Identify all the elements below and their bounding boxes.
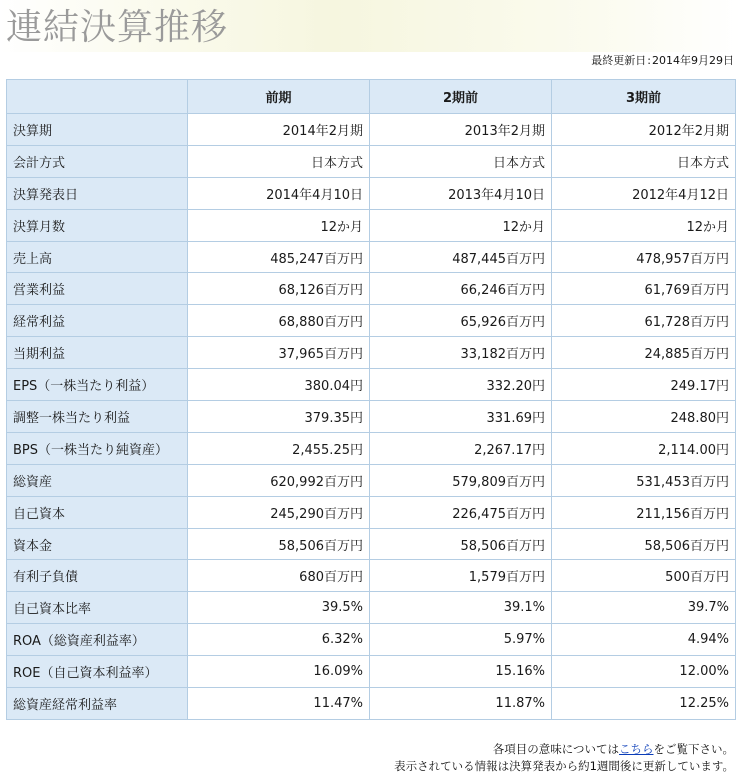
table-row	[7, 656, 736, 688]
table-row	[7, 177, 736, 209]
table-cell: 33,182百万円	[370, 337, 552, 369]
row-label: 営業利益	[7, 273, 188, 305]
table-cell: 332.20円	[370, 369, 552, 401]
page-title: 連結決算推移	[6, 7, 229, 48]
table-row	[7, 432, 736, 464]
table-cell: 2013年4月10日	[370, 177, 552, 209]
table-row	[7, 145, 736, 177]
row-label: ROE（自己資本利益率）	[7, 656, 188, 688]
row-label: 売上高	[7, 241, 188, 273]
table-row	[7, 528, 736, 560]
table-cell: 249.17円	[552, 369, 736, 401]
header-previous-period: 前期	[188, 80, 370, 114]
table-body	[7, 114, 736, 720]
table-row	[7, 496, 736, 528]
table-cell: 11.47%	[188, 688, 370, 720]
table-cell: 2013年2月期	[370, 114, 552, 146]
table-cell: 211,156百万円	[552, 496, 736, 528]
row-label: ROA（総資産利益率）	[7, 624, 188, 656]
last-updated-colon: :	[647, 54, 651, 67]
row-label: 経常利益	[7, 305, 188, 337]
table-cell: 39.5%	[188, 592, 370, 624]
table-cell: 65,926百万円	[370, 305, 552, 337]
table-cell: 12か月	[552, 209, 736, 241]
table-cell: 15.16%	[370, 656, 552, 688]
table-cell: 2012年2月期	[552, 114, 736, 146]
row-label: 会計方式	[7, 145, 188, 177]
row-label: 自己資本比率	[7, 592, 188, 624]
table-cell: 12か月	[188, 209, 370, 241]
table-cell: 2014年4月10日	[188, 177, 370, 209]
table-cell: 61,728百万円	[552, 305, 736, 337]
table-row	[7, 592, 736, 624]
table-row	[7, 273, 736, 305]
table-cell: 2012年4月12日	[552, 177, 736, 209]
last-updated-label: 最終更新日	[591, 54, 647, 67]
footnote-explanation	[493, 741, 734, 757]
table-cell: 日本方式	[552, 145, 736, 177]
table-row	[7, 369, 736, 401]
table-row	[7, 688, 736, 720]
table-row	[7, 337, 736, 369]
table-cell: 485,247百万円	[188, 241, 370, 273]
table-cell: 2,455.25円	[188, 432, 370, 464]
table-cell: 380.04円	[188, 369, 370, 401]
table-cell: 245,290百万円	[188, 496, 370, 528]
table-cell: 66,246百万円	[370, 273, 552, 305]
table-cell: 4.94%	[552, 624, 736, 656]
table-row	[7, 401, 736, 433]
row-label: 総資産	[7, 464, 188, 496]
table-cell: 579,809百万円	[370, 464, 552, 496]
explanation-link[interactable]: こちら	[619, 742, 654, 756]
row-label: 決算期	[7, 114, 188, 146]
row-label: 決算月数	[7, 209, 188, 241]
table-cell: 37,965百万円	[188, 337, 370, 369]
row-label: 有利子負債	[7, 560, 188, 592]
table-cell: 12.25%	[552, 688, 736, 720]
table-cell: 531,453百万円	[552, 464, 736, 496]
table-cell: 39.7%	[552, 592, 736, 624]
row-label: BPS（一株当たり純資産）	[7, 432, 188, 464]
table-cell: 248.80円	[552, 401, 736, 433]
table-cell: 58,506百万円	[552, 528, 736, 560]
table-cell: 379.35円	[188, 401, 370, 433]
table-cell: 68,880百万円	[188, 305, 370, 337]
table-row	[7, 114, 736, 146]
footnote-update-note: 表示されている情報は決算発表から約1週間後に更新しています。	[394, 759, 734, 773]
row-label: EPS（一株当たり利益）	[7, 369, 188, 401]
table-cell: 16.09%	[188, 656, 370, 688]
table-cell: 24,885百万円	[552, 337, 736, 369]
table-cell: 58,506百万円	[188, 528, 370, 560]
table-cell: 487,445百万円	[370, 241, 552, 273]
table-row	[7, 624, 736, 656]
header-corner	[7, 80, 188, 114]
table-row	[7, 560, 736, 592]
table-cell: 478,957百万円	[552, 241, 736, 273]
table-cell: 39.1%	[370, 592, 552, 624]
table-row	[7, 241, 736, 273]
table-cell: 1,579百万円	[370, 560, 552, 592]
table-cell: 6.32%	[188, 624, 370, 656]
footnote-text-after-link: をご覧下さい。	[653, 742, 734, 756]
table-cell: 12.00%	[552, 656, 736, 688]
table-cell: 331.69円	[370, 401, 552, 433]
table-row	[7, 209, 736, 241]
table-cell: 2,267.17円	[370, 432, 552, 464]
footnote-text-before-link: 各項目の意味については	[492, 742, 619, 756]
table-cell: 68,126百万円	[188, 273, 370, 305]
table-cell: 日本方式	[370, 145, 552, 177]
table-cell: 61,769百万円	[552, 273, 736, 305]
row-label: 資本金	[7, 528, 188, 560]
header-three-periods-ago: 3期前	[552, 80, 736, 114]
table-row	[7, 464, 736, 496]
table-cell: 12か月	[370, 209, 552, 241]
table-cell: 500百万円	[552, 560, 736, 592]
table-cell: 日本方式	[188, 145, 370, 177]
row-label: 調整一株当たり利益	[7, 401, 188, 433]
table-cell: 620,992百万円	[188, 464, 370, 496]
last-updated-value: 2014年9月29日	[652, 54, 734, 67]
table-cell: 58,506百万円	[370, 528, 552, 560]
table-cell: 5.97%	[370, 624, 552, 656]
table-header-row	[7, 80, 736, 114]
table-cell: 11.87%	[370, 688, 552, 720]
row-label: 当期利益	[7, 337, 188, 369]
table-cell: 680百万円	[188, 560, 370, 592]
financial-results-table	[6, 79, 736, 720]
header-two-periods-ago: 2期前	[370, 80, 552, 114]
table-row	[7, 305, 736, 337]
table-cell: 2014年2月期	[188, 114, 370, 146]
table-cell: 2,114.00円	[552, 432, 736, 464]
row-label: 決算発表日	[7, 177, 188, 209]
last-updated	[591, 54, 734, 68]
row-label: 総資産経常利益率	[7, 688, 188, 720]
row-label: 自己資本	[7, 496, 188, 528]
table-cell: 226,475百万円	[370, 496, 552, 528]
title-bar	[0, 0, 743, 52]
